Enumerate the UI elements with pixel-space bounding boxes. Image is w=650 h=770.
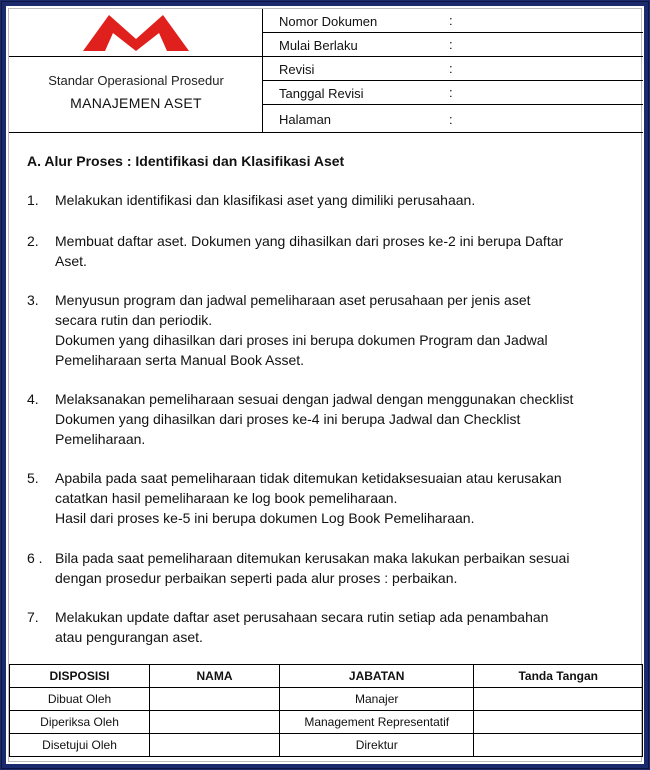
document-meta-table (263, 9, 643, 133)
cell-nama (150, 734, 280, 757)
column-header-nama: NAMA (150, 665, 280, 688)
meta-colon: : (449, 61, 453, 76)
step-text: Menyusun program dan jadwal pemeliharaan aset perusahaan per jenis aset secara rutin dan periodik. Dokumen yang dihasilkan dari proses ini berupa dokumen Program dan Jadwal Pemeliharaan serta Manual Book Asset. (55, 292, 548, 368)
cell-nama (150, 711, 280, 734)
table-header-row (10, 665, 643, 688)
document-page (8, 8, 642, 762)
step-number: 5. (27, 470, 39, 486)
step-text: Membuat daftar aset. Dokumen yang dihasilkan dari proses ke-2 ini berupa Daftar Aset. (55, 233, 564, 269)
signature-table (9, 664, 643, 757)
column-header-jabatan: JABATAN (279, 665, 474, 688)
section-title: A. Alur Proses : Identifikasi dan Klasifikasi Aset (27, 153, 345, 169)
meta-row-nomor-dokumen (263, 9, 643, 33)
meta-row-revisi (263, 57, 643, 81)
cell-disposisi: Dibuat Oleh (10, 688, 150, 711)
table-row (10, 688, 643, 711)
meta-row-tanggal-revisi (263, 81, 643, 105)
meta-row-halaman (263, 105, 643, 133)
meta-label: Halaman (279, 112, 332, 127)
meta-label: Revisi (279, 62, 315, 77)
document-header (9, 9, 643, 133)
meta-label: Mulai Berlaku (279, 38, 358, 53)
company-logo-icon (81, 13, 191, 53)
meta-label: Nomor Dokumen (279, 14, 378, 29)
meta-colon: : (449, 85, 453, 100)
cell-jabatan: Manajer (279, 688, 474, 711)
cell-disposisi: Diperiksa Oleh (10, 711, 150, 734)
cell-nama (150, 688, 280, 711)
step-number: 4. (27, 391, 39, 407)
step-text: Apabila pada saat pemeliharaan tidak ditemukan ketidaksesuaian atau kerusakan catatkan hasil pemeliharaan ke log book pemeliharaan. Hasil dari proses ke-5 ini berupa dokumen Log Book Pemeliharaan. (55, 470, 562, 526)
cell-tanda-tangan (474, 711, 643, 734)
step-number: 3. (27, 292, 39, 308)
logo-cell (9, 9, 263, 57)
meta-label: Tanggal Revisi (279, 86, 364, 101)
step-number: 7. (27, 609, 39, 625)
cell-tanda-tangan (474, 688, 643, 711)
column-header-tanda-tangan: Tanda Tangan (474, 665, 643, 688)
cell-disposisi: Disetujui Oleh (10, 734, 150, 757)
sop-subject: MANAJEMEN ASET (70, 95, 202, 111)
table-row (10, 734, 643, 757)
step-text: Melaksanakan pemeliharaan sesuai dengan jadwal dengan menggunakan checklist Dokumen yang dihasilkan dari proses ke-4 ini berupa Jadwal dan Checklist Pemeliharaan. (55, 391, 574, 447)
cell-jabatan: Direktur (279, 734, 474, 757)
step-text: Melakukan update daftar aset perusahaan secara rutin setiap ada penambahan atau pengurangan aset. (55, 609, 549, 645)
meta-colon: : (449, 112, 453, 127)
sop-title: Standar Operasional Prosedur (48, 73, 224, 88)
table-row (10, 711, 643, 734)
cell-tanda-tangan (474, 734, 643, 757)
step-text: Bila pada saat pemeliharaan ditemukan kerusakan maka lakukan perbaikan sesuai dengan prosedur perbaikan seperti pada alur proses : perbaikan. (55, 550, 570, 586)
step-text: Melakukan identifikasi dan klasifikasi aset yang dimiliki perusahaan. (55, 192, 476, 208)
step-number: 1. (27, 192, 39, 208)
meta-colon: : (449, 13, 453, 28)
header-left-block (9, 9, 263, 133)
meta-row-mulai-berlaku (263, 33, 643, 57)
cell-jabatan: Management Representatif (279, 711, 474, 734)
column-header-disposisi: DISPOSISI (10, 665, 150, 688)
step-number: 2. (27, 233, 39, 249)
step-number: 6 . (27, 550, 43, 566)
meta-colon: : (449, 37, 453, 52)
